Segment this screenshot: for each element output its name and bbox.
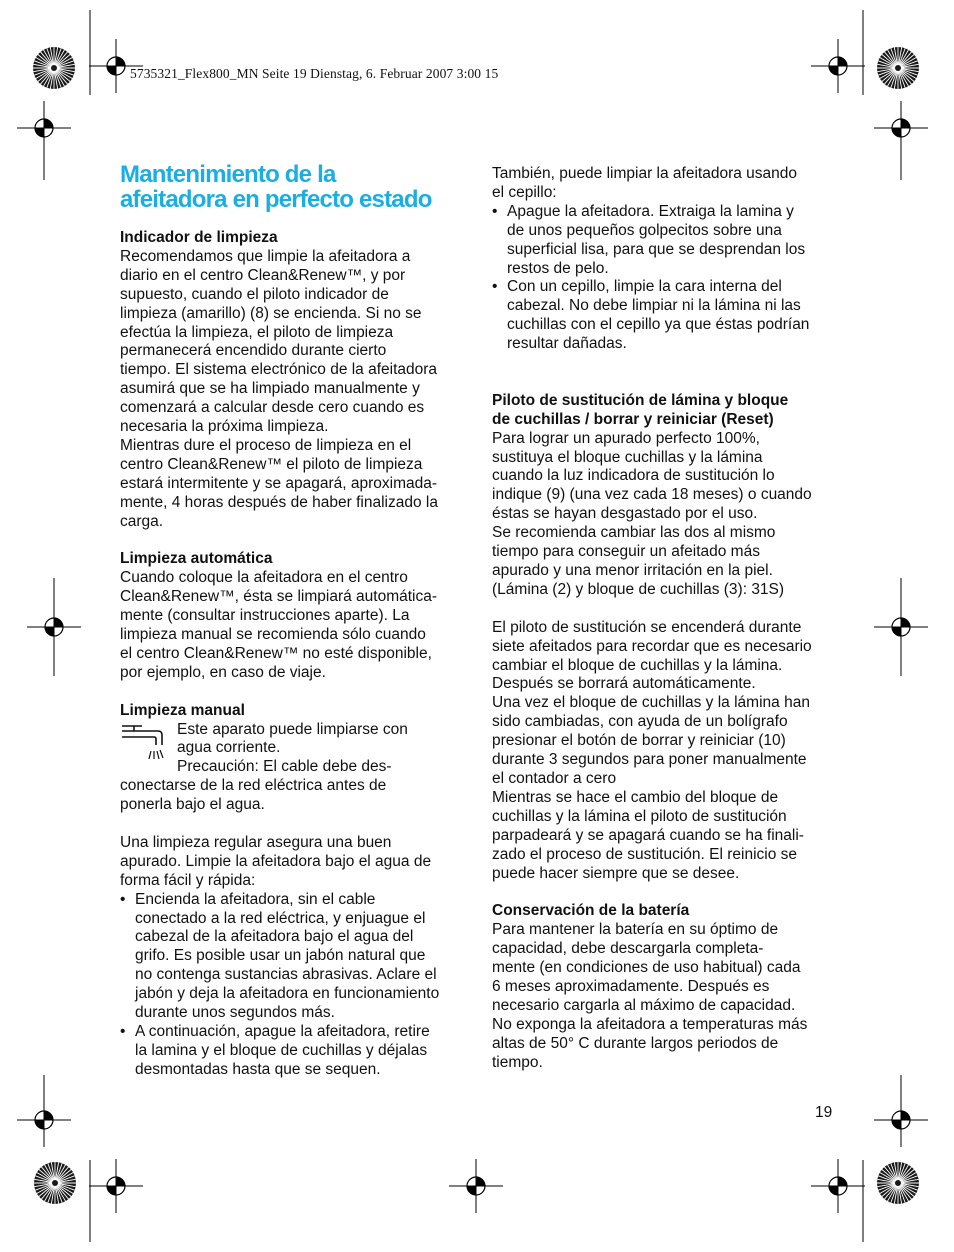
text-line: siete afeitados para recordar que es necesario [492, 637, 812, 655]
text-line: el contador a cero [492, 769, 617, 787]
heading-limpieza-manual: Limpieza manual [120, 701, 245, 719]
paragraph-sustitucion [492, 430, 842, 600]
text-line: A continuación, apague la afeitadora, retire [135, 1023, 430, 1041]
registration-crosshair [811, 1159, 865, 1213]
text-line: el centro Clean&Renew™ no esté disponible, [120, 644, 432, 662]
text-line: por ejemplo, en caso de viaje. [120, 663, 326, 681]
text-line: Cuando coloque la afeitadora en el centro [120, 569, 408, 587]
registration-crosshair [449, 1159, 503, 1213]
text-line: También, puede limpiar la afeitadora usando [492, 165, 798, 182]
text-line: cuchillas con el cepillo ya que éstas podrían [507, 316, 810, 334]
text-line: zado el proceso de sustitución. El reinicio se [492, 845, 797, 863]
text-line: presionar el botón de borrar y reiniciar (10) [492, 732, 786, 750]
text-line: Mientras se hace el cambio del bloque de [492, 788, 779, 806]
text-line: tiempo. El sistema electrónico de la afeitadora [120, 361, 438, 379]
print-job-header: 5735321_Flex800_MN Seite 19 Dienstag, 6. Februar 2007 3:00 15 [130, 66, 499, 81]
text-line: Para mantener la batería en su óptimo de [492, 921, 779, 939]
text-line: necesario cargarla al máximo de capacidad. [492, 996, 796, 1014]
list-item: • A continuación, apague la afeitadora, retire la lamina y el bloque de cuchillas y déjalas desmontadas hasta que se sequen. [120, 1023, 470, 1080]
list-item: • Con un cepillo, limpie la cara interna del cabezal. No debe limpiar ni la lámina ni las cuchillas con el cepillo ya que éstas podrían resultar dañadas. [492, 278, 842, 354]
heading-piloto-sustitucion [492, 392, 842, 430]
text-line: Encienda la afeitadora, sin el cable [135, 890, 376, 908]
text-line: cuchillas y la lámina el piloto de sustitución [492, 807, 787, 825]
text-line: Mientras dure el proceso de limpieza en el [120, 436, 412, 454]
text-line: Una limpieza regular asegura una buen [120, 833, 392, 851]
text-line: comenzará a calcular desde cero cuando es [120, 399, 425, 417]
page-title: Mantenimiento de la afeitadora en perfecto estado [120, 161, 432, 213]
text-line: apurado. Limpie la afeitadora bajo el agua de [120, 852, 432, 870]
paragraph-indicador [120, 248, 470, 532]
bullet-list-left [120, 891, 470, 1080]
text-line: restos de pelo. [507, 259, 609, 277]
text-line: 6 meses aproximadamente. Después es [492, 977, 770, 995]
text-line: Después se borrará automáticamente. [492, 675, 756, 693]
text-line: mente (consultar instrucciones aparte). La [120, 607, 410, 625]
text-line: El piloto de sustitución se encenderá durante [492, 618, 802, 636]
text-line: tiempo. [492, 1053, 543, 1071]
text-line: indique (9) (una vez cada 18 meses) o cuando [492, 486, 812, 504]
text-line: apurado y una menor irritación en la piel. [492, 562, 773, 580]
text-line: permanecerá encendido durante cierto [120, 342, 387, 360]
heading-indicador-limpieza: Indicador de limpieza [120, 229, 278, 246]
text-line: Se recomienda cambiar las dos al mismo [492, 524, 776, 542]
water-tap-icon [120, 723, 168, 763]
text-line: durante 3 segundos para poner manualmente [492, 751, 807, 769]
text-line: ponerla bajo el agua. [120, 796, 265, 814]
paragraph-bateria [492, 921, 842, 1072]
text-line: asumirá que se ha limpiado manualmente y [120, 380, 420, 398]
text-line: capacidad, debe descargarla completa- [492, 940, 764, 958]
text-line: cabezal. No debe limpiar ni la lámina ni las [507, 297, 801, 315]
text-line: supuesto, cuando el piloto indicador de [120, 285, 389, 303]
registration-starburst [33, 47, 75, 89]
registration-starburst [877, 1162, 919, 1204]
text-line: la lamina y el bloque de cuchillas y déjalas [135, 1041, 428, 1059]
heading-conservacion-bateria: Conservación de la batería [492, 902, 690, 920]
paragraph-piloto-reset [492, 619, 842, 884]
text-line: conectado a la red eléctrica, y enjuague el [135, 909, 426, 927]
text-line: Piloto de sustitución de lámina y bloque [492, 391, 789, 409]
text-line: desmontadas hasta que se sequen. [135, 1060, 381, 1078]
text-line: resultar dañadas. [507, 335, 627, 353]
text-line: cabezal de la afeitadora bajo el agua del [135, 928, 414, 946]
text-line: limpieza (amarillo) (8) se encienda. Si no se [120, 304, 422, 322]
text-line: carga. [120, 512, 164, 530]
text-line: cuando la luz indicadora de sustitución lo [492, 467, 775, 485]
page-number: 19 [815, 1104, 833, 1121]
text-line: Con un cepillo, limpie la cara interna del [507, 278, 782, 296]
text-line: estará intermitente y se apagará, aproximada- [120, 474, 438, 492]
text-line: de unos pequeños golpecitos sobre una [507, 221, 782, 239]
text-line: Este aparato puede limpiarse con [177, 720, 408, 738]
paragraph-automatica [120, 569, 470, 682]
text-line: mente (en condiciones de uso habitual) cada [492, 959, 801, 977]
text-line: centro Clean&Renew™ el piloto de limpieza [120, 455, 423, 473]
text-line: Clean&Renew™, ésta se limpiará automática- [120, 588, 438, 606]
text-line: durante unos segundos más. [135, 1004, 335, 1022]
text-line: cambiar el bloque de cuchillas y la lámina. [492, 656, 783, 674]
registration-crosshair [89, 1159, 143, 1213]
text-line: no contenga sustancias abrasivas. Aclare el [135, 966, 437, 984]
paragraph-limpieza-regular [120, 834, 470, 891]
text-line: necesaria la próxima limpieza. [120, 418, 329, 436]
text-line: limpieza manual se recomienda sólo cuando [120, 626, 426, 644]
manual-block [120, 721, 470, 816]
text-line: superficial lisa, para que se desprendan los [507, 240, 806, 258]
text-line: diario en el centro Clean&Renew™, y por [120, 266, 406, 284]
text-line: éstas se hayan desgastado por el uso. [492, 505, 758, 523]
text-line: agua corriente. [177, 739, 281, 757]
registration-starburst [877, 47, 919, 89]
text-line: Una vez el bloque de cuchillas y la lámina han [492, 694, 810, 712]
text-line: sustituya el bloque cuchillas y la lámina [492, 448, 763, 466]
text-line: tiempo para conseguir un afeitado más [492, 543, 760, 561]
text-line: mente, 4 horas después de haber finalizado la [120, 493, 438, 511]
heading-limpieza-automatica: Limpieza automática [120, 550, 273, 568]
text-line: puede hacer siempre que se desee. [492, 864, 740, 882]
text-line: Para lograr un apurado perfecto 100%, [492, 429, 760, 447]
list-item: • Encienda la afeitadora, sin el cable conectado a la red eléctrica, y enjuague el cabezal de la afeitadora bajo el agua del grifo. Es posible usar un jabón natural que no contenga sustancias abrasivas. Aclare el jabón y deja la afeitadora en funcionamiento durante unos segundos más. [120, 891, 470, 1023]
registration-crosshair [811, 39, 865, 93]
text-line: el cepillo: [492, 183, 557, 201]
text-line: grifo. Es posible usar un jabón natural que [135, 947, 426, 965]
text-line: No exponga la afeitadora a temperaturas más [492, 1015, 808, 1033]
text-line: sido cambiadas, con ayuda de un bolígrafo [492, 713, 788, 731]
text-line: jabón y deja la afeitadora en funcionamiento [135, 985, 440, 1003]
text-line: de cuchillas / borrar y reiniciar (Reset) [492, 410, 774, 428]
right-column [492, 165, 842, 1072]
paragraph-manual-indent [120, 721, 470, 778]
text-line: Precaución: El cable debe des- [177, 758, 392, 776]
paragraph-cepillo [492, 165, 842, 203]
list-item: • Apague la afeitadora. Extraiga la lamina y de unos pequeños golpecitos sobre una superficial lisa, para que se desprendan los restos de pelo. [492, 203, 842, 279]
text-line: efectúa la limpieza, el piloto de limpieza [120, 323, 394, 341]
text-line: Recomendamos que limpie la afeitadora a [120, 247, 411, 265]
text-line: conectarse de la red eléctrica antes de [120, 777, 387, 795]
left-column [120, 162, 470, 1080]
paragraph-manual [120, 777, 470, 815]
text-line: forma fácil y rápida: [120, 871, 256, 889]
bullet-list-right [492, 203, 842, 354]
registration-starburst [34, 1162, 76, 1204]
text-line: (Lámina (2) y bloque de cuchillas (3): 31S) [492, 580, 785, 598]
text-line: parpadeará y se apagará cuando se ha finali- [492, 826, 804, 844]
text-line: altas de 50° C durante largos periodos de [492, 1034, 779, 1052]
text-line: Apague la afeitadora. Extraiga la lamina y [507, 202, 794, 220]
